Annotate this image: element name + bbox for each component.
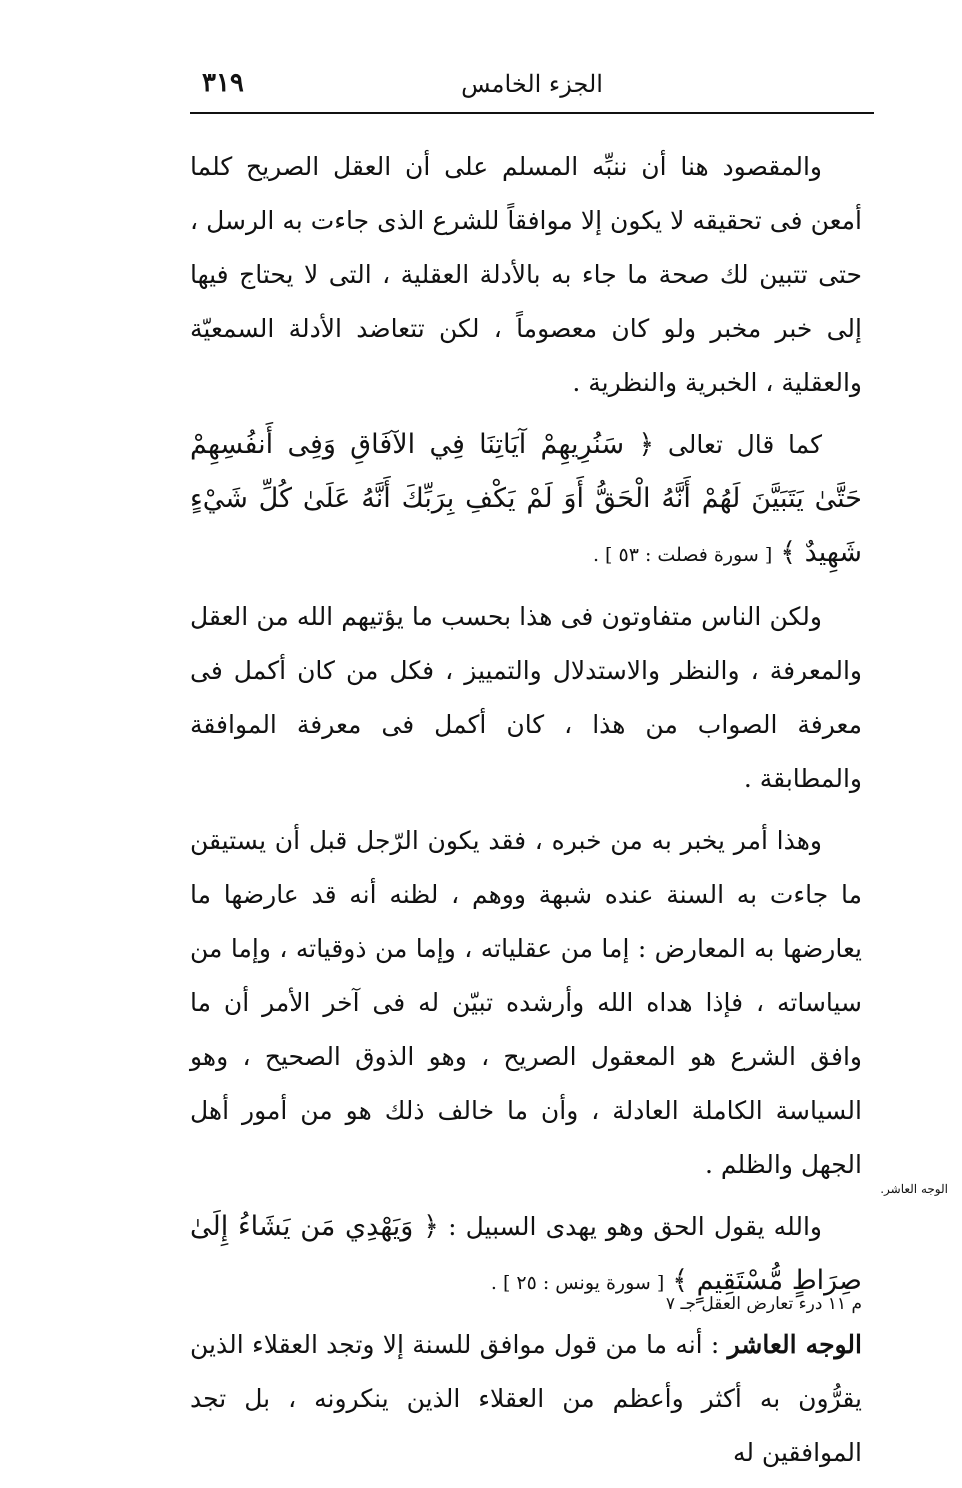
page-header [190, 68, 874, 110]
verse-reference: [ سورة يونس : ٢٥ ] . [490, 1272, 665, 1294]
paragraph-4: وهذا أمر يخبر به من خبره ، فقد يكون الرّجل قبل أن يستيقن ما جاءت به السنة عنده شبهة ووهم ، لظنه أنه قد عارضها ما يعارضها به المعارض : إما من عقلياته ، وإما من ذوقياته ، وإما من سياساته ، فإذا هداه الله وأرشده تبيّن له فى آخر الأمر أن ما وافق الشرع هو المعقول الصريح ، وهو الذوق الصحيح ، وهو السياسة الكاملة العادلة ، وأن ما خالف ذلك هو من أمور أهل الجهل والظلم . [190, 826, 863, 1179]
section-heading: الوجه العاشر [727, 1330, 862, 1359]
running-title: الجزء الخامس [461, 70, 603, 98]
paragraph-text: : أنه ما من قول موافق للسنة إلا وتجد العقلاء الذين يقرُّون به أكثر وأعظم من العقلاء الذين ينكرونه ، بل تجد الموافقين له [190, 1330, 862, 1467]
paragraph-6 [190, 1318, 862, 1480]
page-number: ٣١٩ [202, 68, 244, 98]
paragraph-3: ولكن الناس متفاوتون فى هذا بحسب ما يؤتيهم الله من العقل والمعرفة ، والنظر والاستدلال والتمييز ، فكل من كان أكمل فى معرفة الصواب من هذا ، كان أكمل فى معرفة الموافقة والمطابقة . [190, 602, 862, 793]
footer-signature: م ١١ درء تعارض العقل جـ ٧ [665, 1294, 862, 1314]
paragraph-1: والمقصود هنا أن ننبِّه المسلم على أن العقل الصريح كلما أمعن فى تحقيقه لا يكون إلا موافقاً للشرع الذى جاءت به الرسل ، حتى تتبين لك صحة ما جاء به بالأدلة العقلية ، التى لا يحتاج فيها إلى خبر مخبر ولو كان معصوماً ، لكن تتعاضد الأدلة السمعيّة والعقلية ، الخبرية والنظرية . [190, 152, 862, 397]
paragraph-2 [190, 418, 862, 582]
verse-reference: [ سورة فصلت : ٥٣ ] . [592, 544, 773, 566]
verse-intro: كما قال تعالى [667, 430, 822, 459]
header-rule [190, 112, 874, 114]
verse-intro: والله يقول الحق وهو يهدى السبيل : [448, 1212, 822, 1241]
main-text [190, 140, 862, 1488]
quran-verse: ﴿ سَنُرِيهِمْ آيَاتِنَا فِي الآفَاقِ وَفِى أَنفُسِهِمْ حَتَّىٰ يَتَبَيَّنَ لَهُمْ أَنَّهُ الْحَقُّ أَوَ لَمْ يَكْفِ بِرَبِّكَ أَنَّهُ عَلَىٰ كُلِّ شَيْءٍ شَهِيدٌ ﴾ [190, 429, 862, 568]
margin-note: الوجه العاشر. [880, 1182, 948, 1196]
quran-verse: ﴿ وَيَهْدِي مَن يَشَاءُ إِلَىٰ صِرَاطٍ مُّسْتَقِيمٍ ﴾ [190, 1211, 862, 1296]
